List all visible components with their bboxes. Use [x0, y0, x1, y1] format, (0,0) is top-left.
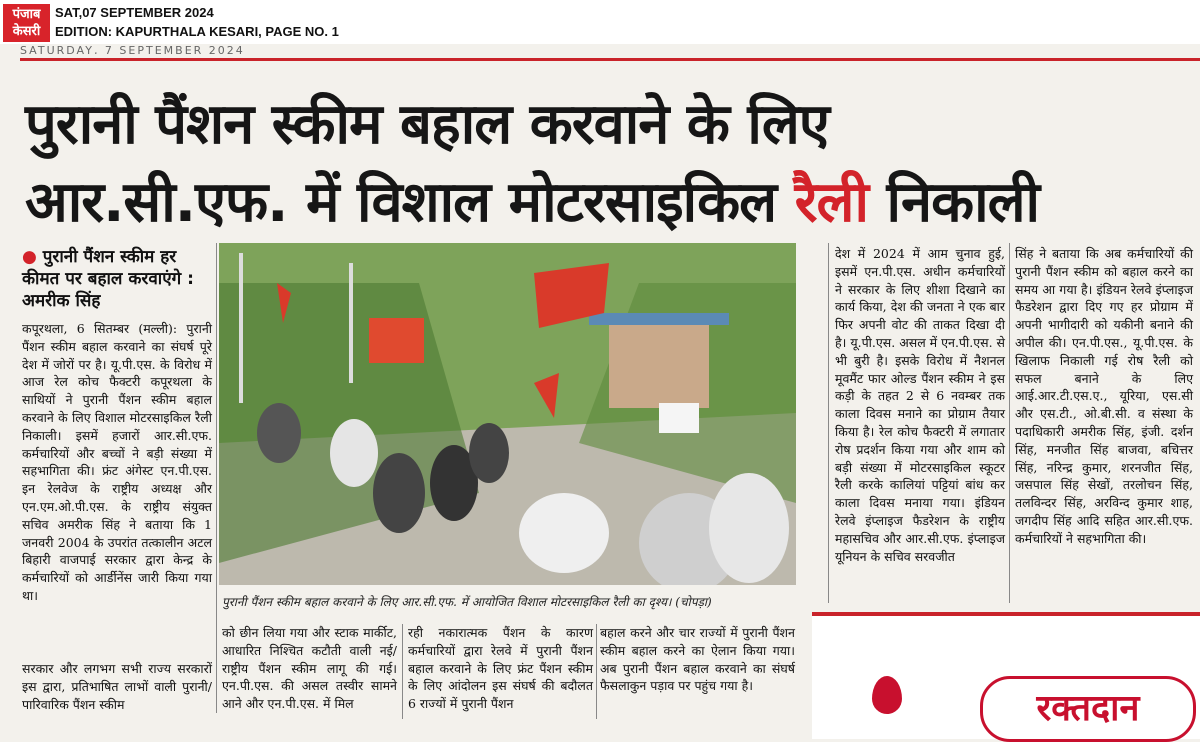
article-bottom-column-3: बहाल करने और चार राज्यों में पुरानी पैंशन स्कीम बहाल करने का ऐलान किया गया। अब पुरानी पैंशन बहाल करवाने का संघर्ष फैसलाकुन पड़ाव पर पहुंच गया है। [600, 625, 795, 694]
headline-line-1: पुरानी पैंशन स्कीम बहाल करवाने के लिए [25, 92, 829, 157]
logo-line-2: केसरी [12, 24, 41, 39]
column-divider [216, 243, 217, 713]
article-column-4: सिंह ने बताया कि अब कर्मचारियों की पुरानी पैंशन स्कीम को बहाल करने का समय आ गया है। इंडियन रेलवे इंप्लाइज फैडरेशन द्वारा दिए गए हर प्रोग्राम में अपनी भागीदारी को यकीनी बनाने की अपील की। एन.पी.एस., यू.पी.एस. के खिलाफ निकाली गई रोष रैली को सफल बनाने के लिए आई.आर.टी.एस.ए., यूरिया, एस.सी और एस.टी., ओ.बी.सी. व संस्था के पदाधिकारी अमरीक सिंह, इंजी. दर्शन सिंह, मनजीत सिंह बाजवा, बचित्तर सिंह, नरिन्द्र कुमार, शरनजीत सिंह, जसपाल सिंह सेखों, तरलोचन सिंह, तलविन्दर सिंह, अरविन्द कुमार शाह, जगदीप सिंह आदि सहित आर.सी.एफ. कर्मचारियों ने सहभागिता की। [1015, 246, 1193, 546]
bullet-icon: ● [22, 247, 43, 267]
rally-photo [219, 243, 796, 585]
advertisement [812, 612, 1200, 739]
column-divider [1009, 243, 1010, 603]
headline-line-2 [25, 162, 1039, 238]
cut-masthead-strip: SATURDAY, 7 SEPTEMBER 2024 [20, 44, 245, 54]
subheadline-text: पुरानी पैंशन स्कीम हर कीमत पर बहाल करवाएंगे : अमरीक सिंह [22, 247, 194, 311]
edition-date: SAT,07 SEPTEMBER 2024 [55, 5, 214, 20]
headline-red-word: रैली [794, 170, 868, 235]
logo-line-1: पंजाब [12, 7, 41, 22]
red-rule [20, 58, 1200, 61]
page-header [0, 0, 1200, 44]
article-column-1-continued: सरकार और लगभग सभी राज्य सरकारों इस द्वारा, प्रतिभाषित लाभों वाली पुरानी/ पारिवारिक पैंशन स्कीम [22, 661, 212, 712]
photo-caption: पुरानी पैंशन स्कीम बहाल करवाने के लिए आर.सी.एफ. में आयोजित विशाल मोटरसाइकिल रैली का दृश्य। (चोपड़ा) [222, 595, 712, 609]
headline-line-2-start: आर.सी.एफ. में विशाल मोटरसाइकिल [25, 170, 795, 235]
article-bottom-column-1: को छीन लिया गया और स्टाक मार्कीट, आधारित निश्चित कटौती वाली नई/राष्ट्रीय पैंशन स्कीम लागू की गई। एन.पी.एस. की असल तस्वीर सामने आने और एन.पी.एस. में मिल [222, 625, 397, 712]
blood-drop-icon [872, 676, 902, 714]
subheadline [22, 246, 212, 312]
column-divider [828, 243, 829, 603]
article-column-1: कपूरथला, 6 सितम्बर (मल्ली): पुरानी पैंशन स्कीम बहाल करवाने का संघर्ष पूरे देश में जोरों पर है। यू.पी.एस. के विरोध में आज रेल कोच फैक्टरी कपूरथला के साथियों ने पुरानी पैंशन स्कीम बहाल करवाने के लिए विशाल मोटरसाइकिल रैली निकाली। इसमें हजारों आर.सी.एफ. कर्मचारियों और बच्चों ने बड़ी संख्या में सहभागिता की। फ्रंट अंगेस्ट एन.पी.एस. इन रेलवेज के राष्ट्रीय अध्यक्ष और एन.एम.ओ.पी.एस. के राष्ट्रीय संयुक्त सचिव अमरीक सिंह ने बताया कि 1 जनवरी 2004 के उपरांत तत्कालीन अटल बिहारी वाजपाई सरकार द्वारा केन्द्र के कर्मचारियों को आर्डीनेंस जारी किया गया था। [22, 321, 212, 603]
column-divider [596, 624, 597, 719]
ad-title: रक्तदान [980, 676, 1196, 742]
article-bottom-column-2: रही नकारात्मक पैंशन के कारण कर्मचारियों द्वारा रेलवे में पुरानी पैंशन बहाल करवाने के लिए फ्रंट पैंशन स्कीम के लिए आंदोलन इस संघर्ष की बदौलत 6 राज्यों में पुरानी पैंशन [408, 625, 593, 712]
column-divider [402, 624, 403, 719]
newspaper-logo [3, 4, 50, 42]
rally-photo-illustration [219, 243, 796, 585]
headline-line-2-end: निकाली [867, 170, 1040, 235]
article-column-3: देश में 2024 में आम चुनाव हुई, इसमें एन.पी.एस. अधीन कर्मचारियों ने सरकार के लिए शीशा दिखाने का कार्य किया, देश की जनता ने एक बार फिर अपनी वोट की ताकत दिखा दी है। यू.पी.एस. असल में एन.पी.एस. से भी बुरी है। इसके विरोध में नैशनल मूवमैंट फार ओल्ड पैंशन स्कीम ने इस कड़ी के तहत 2 से 6 नवम्बर तक काला दिवस मनाने का प्रोग्राम तैयार किया है। रेल कोच फैक्टरी में लगातार रोष प्रदर्शन किया गया और शाम को बड़ी संख्या में मोटरसाइकिल स्कूटर रैली करके कालियां पट्टियां बांध कर काला दिवस मनाया गया। इंडियन रेलवे इंप्लाइज फैडरेशन के राष्ट्रीय महासचिव और आर.सी.एफ. इंप्लाइज यूनियन के सचिव सरवजीत [835, 246, 1005, 564]
edition-info: EDITION: KAPURTHALA KESARI, PAGE NO. 1 [55, 24, 339, 39]
